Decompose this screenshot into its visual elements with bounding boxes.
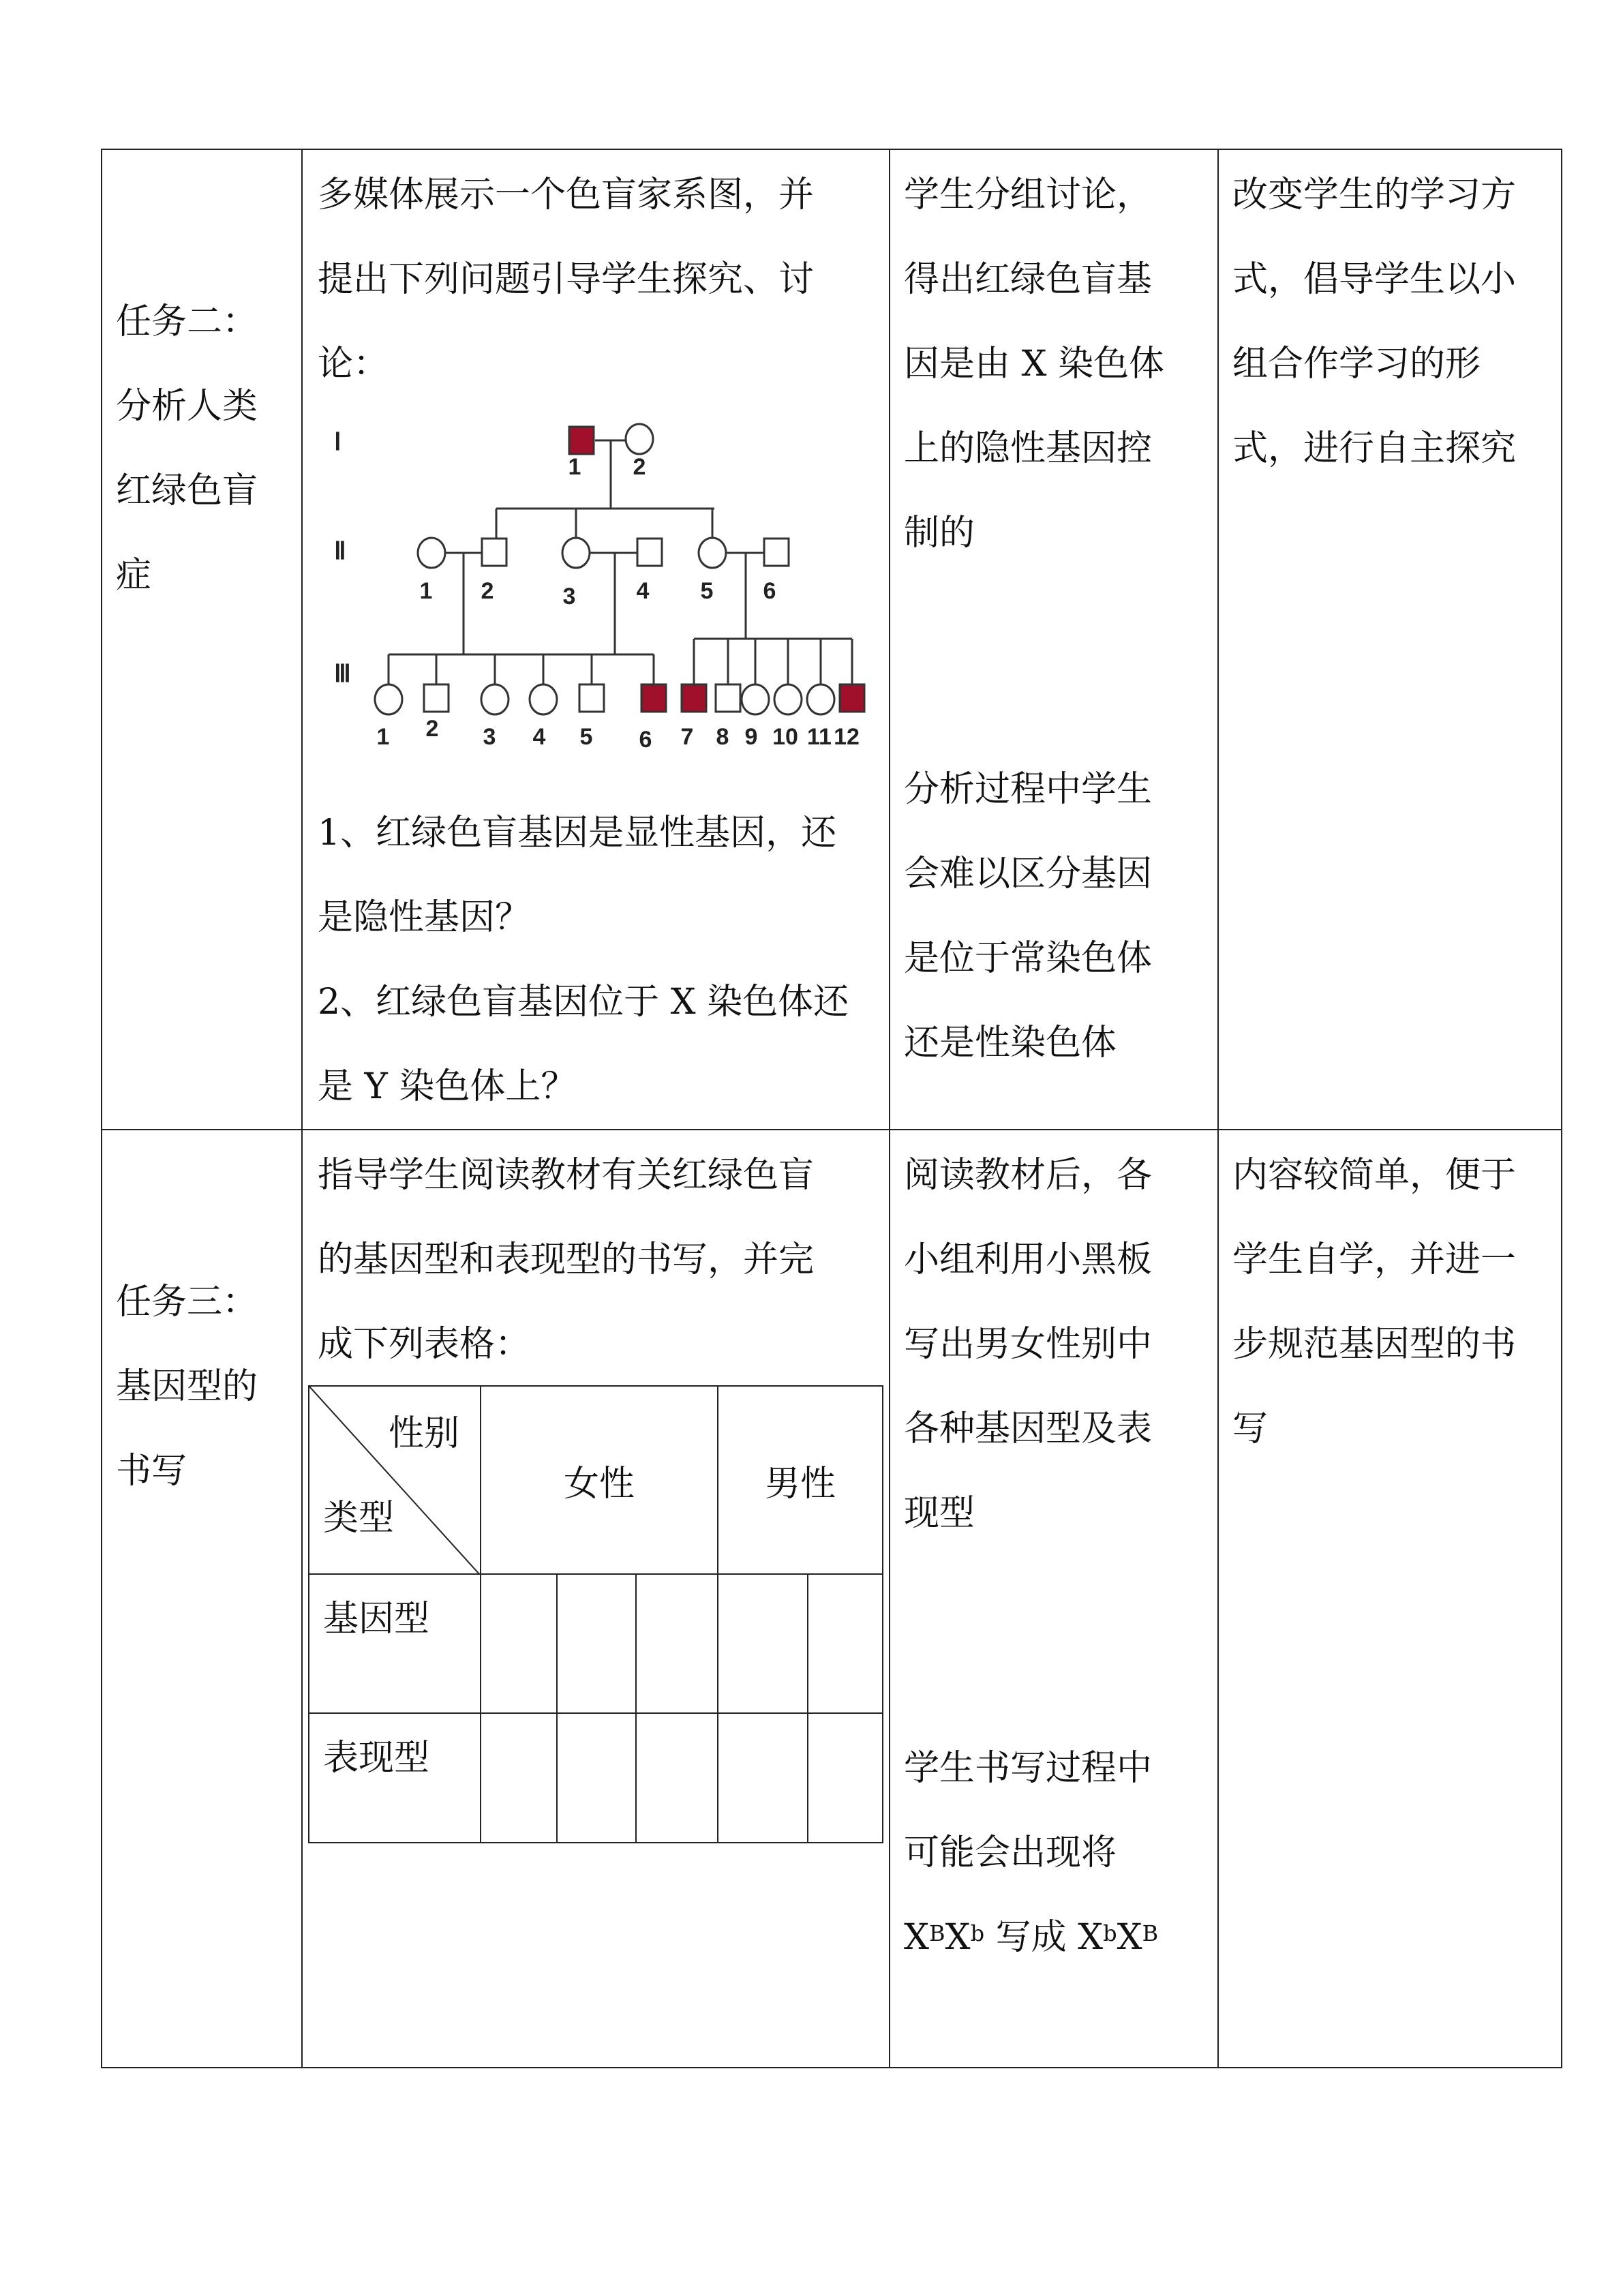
individual-number: 2 [481,578,494,604]
individual-number: 1 [419,578,433,604]
individual-number: 2 [425,716,439,742]
corner-header [309,1386,481,1574]
individual-number: 9 [744,724,758,750]
table-cell [557,1574,636,1713]
teacher-activity: 指导学生阅读教材有关红绿色盲 的基因型和表现型的书写，并完 成下列表格： [318,1155,815,1365]
male-symbol [637,539,662,566]
generation-label: Ⅱ [334,537,346,564]
table-cell [718,1713,808,1843]
column-divider [1217,149,1219,2067]
genotype-notation: $X^BX^b$ 写成 $X^bX^B$ [904,1917,1159,1958]
table-cell [636,1574,718,1713]
individual-number: 1 [568,454,581,480]
female-symbol [481,684,509,714]
table-cell [808,1713,883,1843]
student-difficulty: 分析过程中学生 会难以区分基因 是位于常染色体 还是性染色体 [904,769,1153,1063]
table-cell [481,1713,557,1843]
table-cell [636,1713,718,1843]
header-male: 男性 [718,1386,883,1574]
female-symbol [530,684,557,714]
affected-male-symbol [569,427,594,454]
male-symbol [579,684,604,712]
female-symbol [742,684,769,714]
table-cell [481,1574,557,1713]
individual-number: 2 [633,454,646,480]
student-difficulty: 学生书写过程中 可能会出现将 $X^BX^b$ 写成 $X^bX^B$ [904,1726,1158,1980]
task-label: 任务三： 基因型的 书写 [116,1282,258,1492]
affected-male-symbol [641,684,666,712]
individual-number: 11 [807,724,832,750]
color-blindness-pedigree [300,409,886,764]
female-symbol [562,538,590,568]
table-cell [808,1574,883,1713]
female-symbol [807,684,834,714]
table-cell [557,1713,636,1843]
individual-number: 12 [834,724,860,750]
female-symbol [626,424,653,454]
individual-number: 3 [483,724,496,750]
male-symbol [424,684,449,712]
individual-number: 6 [763,578,776,604]
individual-number: 1 [376,724,390,750]
generation-label: Ⅲ [334,659,351,687]
individual-number: 6 [639,727,652,753]
male-symbol [716,684,740,712]
header-female: 女性 [481,1386,718,1574]
discussion-questions: 1、红绿色盲基因是显性基因，还 是隐性基因？ 2、红绿色盲基因位于 X 染色体还 是 Y 染色体上？ [318,813,849,1107]
male-symbol [764,539,789,566]
individual-number: 5 [700,578,714,604]
column-divider [889,149,890,2067]
individual-number: 8 [716,724,729,750]
header-type: 类型 [323,1498,395,1539]
design-intent: 改变学生的学习方 式，倡导学生以小 组合作学习的形 式，进行自主探究 [1232,175,1517,469]
female-symbol [418,538,445,568]
individual-number: 7 [680,724,694,750]
row-phenotype: 表现型 [309,1713,481,1843]
generation-label: Ⅰ [334,427,342,455]
header-sex: 性别 [388,1413,459,1454]
female-symbol [774,684,802,714]
individual-number: 4 [532,724,546,750]
row-genotype: 基因型 [309,1574,481,1713]
student-activity: 学生分组讨论， 得出红绿色盲基 因是由 X 染色体 上的隐性基因控 制的 [904,175,1165,554]
female-symbol [375,684,402,714]
design-intent: 内容较简单，便于 学生自学，并进一 步规范基因型的书 写 [1232,1155,1517,1449]
row-divider [101,1129,1561,1130]
genotype-table [308,1385,883,1843]
affected-male-symbol [682,684,706,712]
task-label: 任务二： 分析人类 红绿色盲 症 [116,301,258,596]
male-symbol [482,539,506,566]
individual-number: 5 [579,724,593,750]
individual-number: 4 [636,578,650,604]
teacher-activity: 多媒体展示一个色盲家系图，并 提出下列问题引导学生探究、讨 论： [318,175,815,384]
individual-number: 3 [562,584,576,609]
student-activity: 阅读教材后，各 小组利用小黑板 写出男女性别中 各种基因型及表 现型 [904,1155,1153,1534]
table-cell [718,1574,808,1713]
affected-male-symbol [840,684,864,712]
individual-number: 10 [772,724,798,750]
female-symbol [699,538,726,568]
